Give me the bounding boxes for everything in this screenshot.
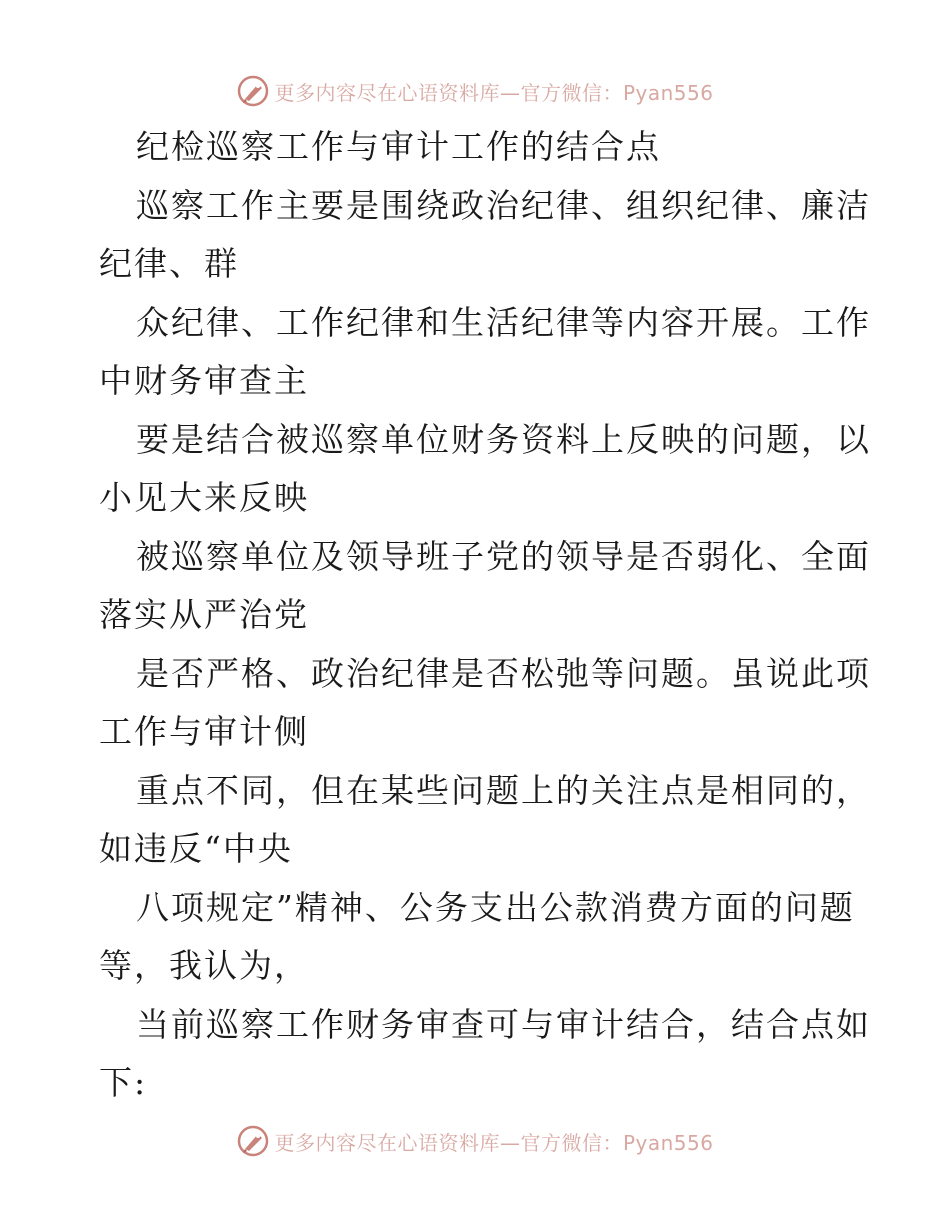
footer-watermark	[0, 1121, 950, 1161]
text-line: 落实从严治党	[99, 595, 309, 634]
text-line: 中财务审查主	[99, 361, 309, 400]
text-line: 小见大来反映	[99, 478, 309, 517]
pen-nib-logo-icon	[236, 1124, 270, 1158]
document-title: 纪检巡察工作与审计工作的结合点	[136, 127, 661, 166]
header-watermark	[0, 71, 950, 111]
text-line: 巡察工作主要是围绕政治纪律、组织纪律、廉洁	[136, 185, 871, 225]
text-line: 下:	[99, 1063, 148, 1102]
text-line: 等，我认为，	[99, 946, 309, 985]
text-line: 如违反“中央	[99, 829, 293, 868]
text-line: 纪律、群	[99, 244, 239, 283]
pen-nib-logo-icon	[236, 74, 270, 108]
text-line: 重点不同，但在某些问题上的关注点是相同的，	[136, 770, 871, 810]
text-line: 众纪律、工作纪律和生活纪律等内容开展。工作	[136, 302, 871, 342]
text-line: 是否严格、政治纪律是否松弛等问题。虽说此项	[136, 653, 871, 693]
text-line: 当前巡察工作财务审查可与审计结合，结合点如	[136, 1004, 871, 1044]
text-line: 要是结合被巡察单位财务资料上反映的问题，以	[136, 419, 871, 459]
watermark-text: 更多内容尽在心语资料库—官方微信：Pyan556	[274, 80, 714, 105]
watermark-text: 更多内容尽在心语资料库—官方微信：Pyan556	[274, 1130, 714, 1155]
document-body	[99, 118, 871, 1113]
text-line: 工作与审计侧	[99, 712, 309, 751]
text-line: 八项规定”精神、公务支出公款消费方面的问题	[136, 887, 855, 927]
text-line: 被巡察单位及领导班子党的领导是否弱化、全面	[136, 536, 871, 576]
